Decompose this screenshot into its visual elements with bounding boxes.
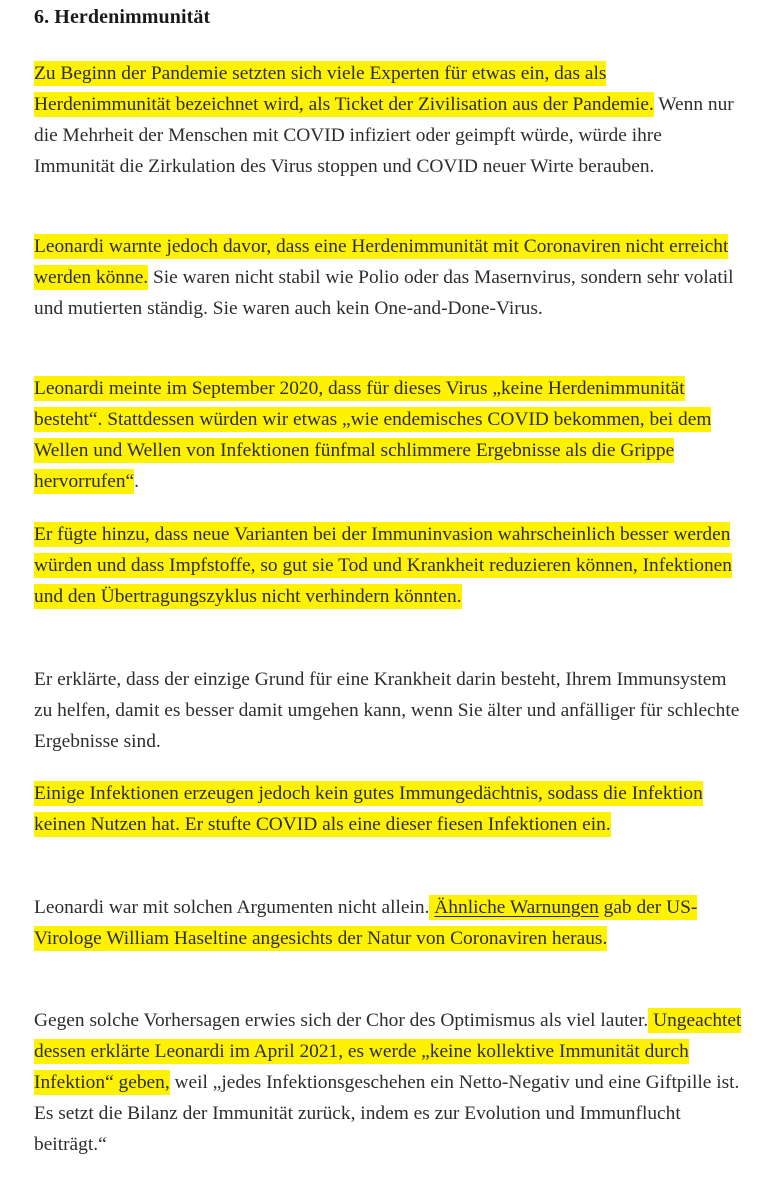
paragraph-8 [34, 1005, 746, 1160]
similar-warnings-link[interactable]: Ähnliche Warnungen [434, 897, 599, 918]
paragraph-5 [34, 664, 746, 757]
highlighted-text: Ungeachtet dessen erklärte Leonardi im April 2021, es werde „keine kollektive Immunität durch Infektion“ geben, [34, 1010, 742, 1093]
paragraph-1 [34, 58, 746, 182]
paragraph-7 [34, 892, 746, 954]
highlighted-text: gab der US-Virologe William Haseltine angesichts der Natur von Coronaviren heraus. [34, 897, 698, 949]
highlighted-text: Er fügte hinzu, dass neue Varianten bei der Immuninvasion wahrscheinlich besser werden würden und dass Impfstoffe, so gut sie Tod und Krankheit reduzieren können, Infektionen und den Übertragungszyklus nicht verhindern könnten. [34, 524, 732, 607]
section-title: 6. Herdenimmunität [34, 6, 211, 28]
paragraph-text: Er erklärte, dass der einzige Grund für eine Krankheit darin besteht, Ihrem Immunsystem zu helfen, damit es besser damit umgehen kann, wenn Sie älter und anfälliger für schlechte Ergebnisse sind. [34, 669, 740, 752]
paragraph-3 [34, 373, 746, 497]
highlighted-text: Leonardi warnte jedoch davor, dass eine Herdenimmunität mit Coronaviren nicht erreicht werden könne. [34, 236, 729, 288]
highlighted-text: Einige Infektionen erzeugen jedoch kein gutes Immungedächtnis, sodass die Infektion keinen Nutzen hat. Er stufte COVID als eine dieser fiesen Infektionen ein. [34, 783, 703, 835]
paragraph-text: Wenn nur die Mehrheit der Menschen mit COVID infiziert oder geimpft würde, würde ihre Immunität die Zirkulation des Virus stoppen und COVID neuer Wirte berauben. [34, 94, 734, 177]
paragraph-text: Leonardi war mit solchen Argumenten nicht allein. [34, 897, 430, 918]
highlighted-text: Leonardi meinte im September 2020, dass für dieses Virus „keine Herdenimmunität besteht“. Stattdessen würden wir etwas „wie endemisches COVID bekommen, bei dem Wellen und Wellen von Infektionen fünfmal schlimmere Ergebnisse als die Grippe hervorrufen“ [34, 378, 712, 492]
paragraph-text: Sie waren nicht stabil wie Polio oder das Masernvirus, sondern sehr volatil und mutierten ständig. Sie waren auch kein One-and-Done-Virus. [34, 267, 734, 319]
paragraph-text: . [134, 471, 139, 492]
paragraph-4 [34, 519, 746, 612]
paragraph-2 [34, 231, 746, 324]
paragraph-text: weil „jedes Infektionsgeschehen ein Netto-Negativ und eine Giftpille ist. Es setzt die Bilanz der Immunität zurück, indem es zur Evolution und Immunflucht beiträgt.“ [34, 1072, 740, 1155]
highlighted-text: Zu Beginn der Pandemie setzten sich viele Experten für etwas ein, das als Herdenimmunität bezeichnet wird, als Ticket der Zivilisation aus der Pandemie. [34, 63, 654, 115]
paragraph-6 [34, 778, 746, 840]
paragraph-text: Gegen solche Vorhersagen erwies sich der Chor des Optimismus als viel lauter. [34, 1010, 649, 1031]
